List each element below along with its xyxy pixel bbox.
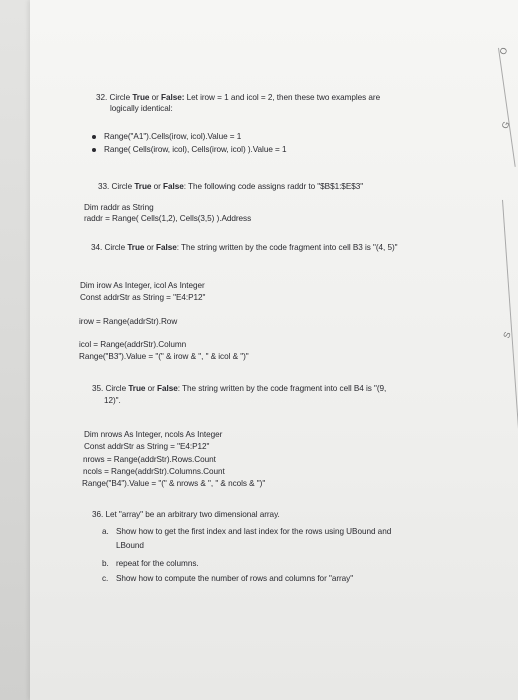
edge-mark: O (497, 45, 510, 57)
edge-mark: G (499, 119, 512, 131)
item-marker: b. (102, 559, 109, 568)
question-34 (91, 242, 398, 253)
false-option[interactable]: False (163, 182, 184, 191)
question-text-continued: logically identical: (110, 104, 173, 113)
or-text: or (145, 384, 158, 393)
code-line: Range("B3").Value = "(" & irow & ", " & icol & ")" (79, 352, 249, 361)
true-option[interactable]: True (134, 182, 152, 191)
question-text-continued: 12)". (104, 396, 121, 405)
code-line: raddr = Range( Cells(1,2), Cells(3,5) ).Address (84, 214, 252, 223)
question-text: Let irow = 1 and icol = 2, then these two examples are (184, 93, 381, 102)
question-32 (96, 92, 380, 103)
item-marker: c. (102, 574, 109, 583)
false-option[interactable]: False: (161, 93, 185, 102)
code-line: Dim raddr as String (84, 203, 154, 212)
code-line: Const addrStr as String = "E4:P12" (84, 442, 210, 451)
question-number: 35. Circle (92, 384, 129, 393)
code-line: irow = Range(addrStr).Row (79, 317, 178, 326)
question-text: : The following code assigns raddr to "$B$1:$E$3" (183, 182, 364, 191)
worksheet-page (30, 0, 518, 700)
question-33 (98, 181, 363, 192)
item-text: Show how to compute the number of rows and columns for "array" (116, 574, 354, 583)
true-option[interactable]: True (127, 243, 145, 252)
code-line: Const addrStr as String = "E4:P12" (80, 293, 206, 302)
question-number: 33. Circle (98, 182, 135, 191)
item-text-continued: LBound (116, 541, 144, 550)
item-marker: a. (102, 527, 109, 536)
code-line: Dim nrows As Integer, ncols As Integer (84, 430, 223, 439)
item-text: repeat for the columns. (116, 559, 199, 568)
bullet-marker (92, 135, 96, 139)
question-text: : The string written by the code fragment into cell B4 is "(9, (177, 384, 387, 393)
bullet-item: Range( Cells(irow, icol), Cells(irow, icol) ).Value = 1 (104, 145, 287, 154)
or-text: or (151, 182, 164, 191)
true-option[interactable]: True (132, 93, 150, 102)
code-line: ncols = Range(addrStr).Columns.Count (83, 467, 225, 476)
question-text: : The string written by the code fragment into cell B3 is "(4, 5)" (176, 243, 398, 252)
question-number: 32. Circle (96, 93, 133, 102)
item-text: Show how to get the first index and last index for the rows using UBound and (116, 527, 392, 536)
true-option[interactable]: True (128, 384, 146, 393)
question-number: 34. Circle (91, 243, 128, 252)
code-line: icol = Range(addrStr).Column (79, 340, 187, 349)
or-text: or (149, 93, 162, 102)
code-line: nrows = Range(addrStr).Rows.Count (83, 455, 216, 464)
code-line: Dim irow As Integer, icol As Integer (80, 281, 205, 290)
bullet-item: Range("A1").Cells(irow, icol).Value = 1 (104, 132, 242, 141)
false-option[interactable]: False (156, 243, 177, 252)
question-35 (92, 383, 386, 394)
or-text: or (144, 243, 157, 252)
question-36: 36. Let "array" be an arbitrary two dimensional array. (92, 510, 280, 519)
edge-mark: S (501, 330, 513, 340)
false-option[interactable]: False (157, 384, 178, 393)
code-line: Range("B4").Value = "(" & nrows & ", " & ncols & ")" (82, 479, 266, 488)
bullet-marker (92, 148, 96, 152)
